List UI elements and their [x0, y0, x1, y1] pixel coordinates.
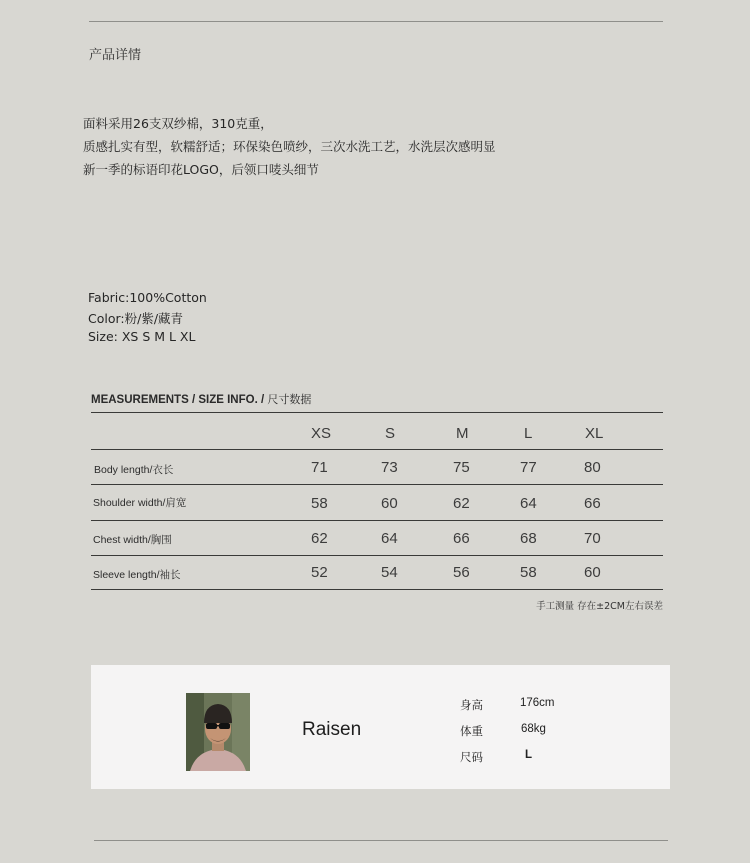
model-weight-label: 体重 [460, 724, 483, 738]
table-cell: 54 [381, 564, 398, 581]
description-line-2: 质感扎实有型，软糯舒适；环保染色喷纱，三次水洗工艺，水洗层次感明显 [83, 139, 496, 154]
row-label-chest-width: Chest width/胸围 [93, 534, 172, 546]
model-card [91, 665, 670, 789]
column-header-l: L [524, 425, 533, 442]
table-cell: 64 [381, 530, 398, 547]
table-row-rule [91, 555, 663, 556]
table-bottom-rule [91, 589, 663, 590]
model-height-label: 身高 [460, 698, 483, 712]
table-header-rule [91, 449, 663, 450]
table-cell: 64 [520, 495, 537, 512]
table-cell: 68 [520, 530, 537, 547]
table-row-rule [91, 484, 663, 485]
table-cell: 62 [311, 530, 328, 547]
table-cell: 71 [311, 459, 328, 476]
description-line-1: 面料采用26支双纱棉，310克重， [83, 116, 273, 131]
top-divider [89, 21, 663, 22]
row-label-shoulder-width: Shoulder width/肩宽 [93, 497, 187, 509]
table-top-rule [91, 412, 663, 413]
spec-fabric: Fabric:100%Cotton [88, 290, 207, 305]
measurements-heading [91, 391, 311, 407]
spec-color: Color:粉/紫/藏青 [88, 311, 184, 326]
table-cell: 73 [381, 459, 398, 476]
table-cell: 75 [453, 459, 470, 476]
measurement-note: 手工测量 存在±2CM左右误差 [536, 601, 663, 612]
table-cell: 70 [584, 530, 601, 547]
table-cell: 52 [311, 564, 328, 581]
column-header-xs: XS [311, 425, 332, 442]
model-size-value: L [525, 749, 533, 761]
table-cell: 58 [311, 495, 328, 512]
table-cell: 66 [584, 495, 601, 512]
model-photo-icon [186, 693, 250, 771]
column-header-m: M [456, 425, 469, 442]
model-height-value: 176cm [520, 697, 555, 709]
table-cell: 60 [584, 564, 601, 581]
spec-size: Size: XS S M L XL [88, 329, 196, 344]
table-cell: 80 [584, 459, 601, 476]
table-cell: 58 [520, 564, 537, 581]
table-cell: 60 [381, 495, 398, 512]
row-label-sleeve-length: Sleeve length/袖长 [93, 569, 181, 581]
bottom-divider [94, 840, 668, 841]
description-line-3: 新一季的标语印花LOGO，后领口唛头细节 [83, 162, 319, 177]
model-avatar [186, 693, 250, 771]
model-weight-value: 68kg [521, 723, 546, 735]
table-cell: 77 [520, 459, 537, 476]
section-title: 产品详情 [89, 48, 142, 63]
table-row-rule [91, 520, 663, 521]
table-cell: 56 [453, 564, 470, 581]
measurements-heading-en: MEASUREMENTS / SIZE INFO. / [91, 394, 268, 406]
row-label-body-length: Body length/衣长 [94, 464, 174, 476]
measurements-heading-cn: 尺寸数据 [267, 393, 312, 406]
table-cell: 62 [453, 495, 470, 512]
model-size-label: 尺码 [460, 750, 483, 764]
model-name: Raisen [302, 719, 362, 740]
column-header-xl: XL [585, 425, 604, 442]
column-header-s: S [385, 425, 396, 442]
table-cell: 66 [453, 530, 470, 547]
